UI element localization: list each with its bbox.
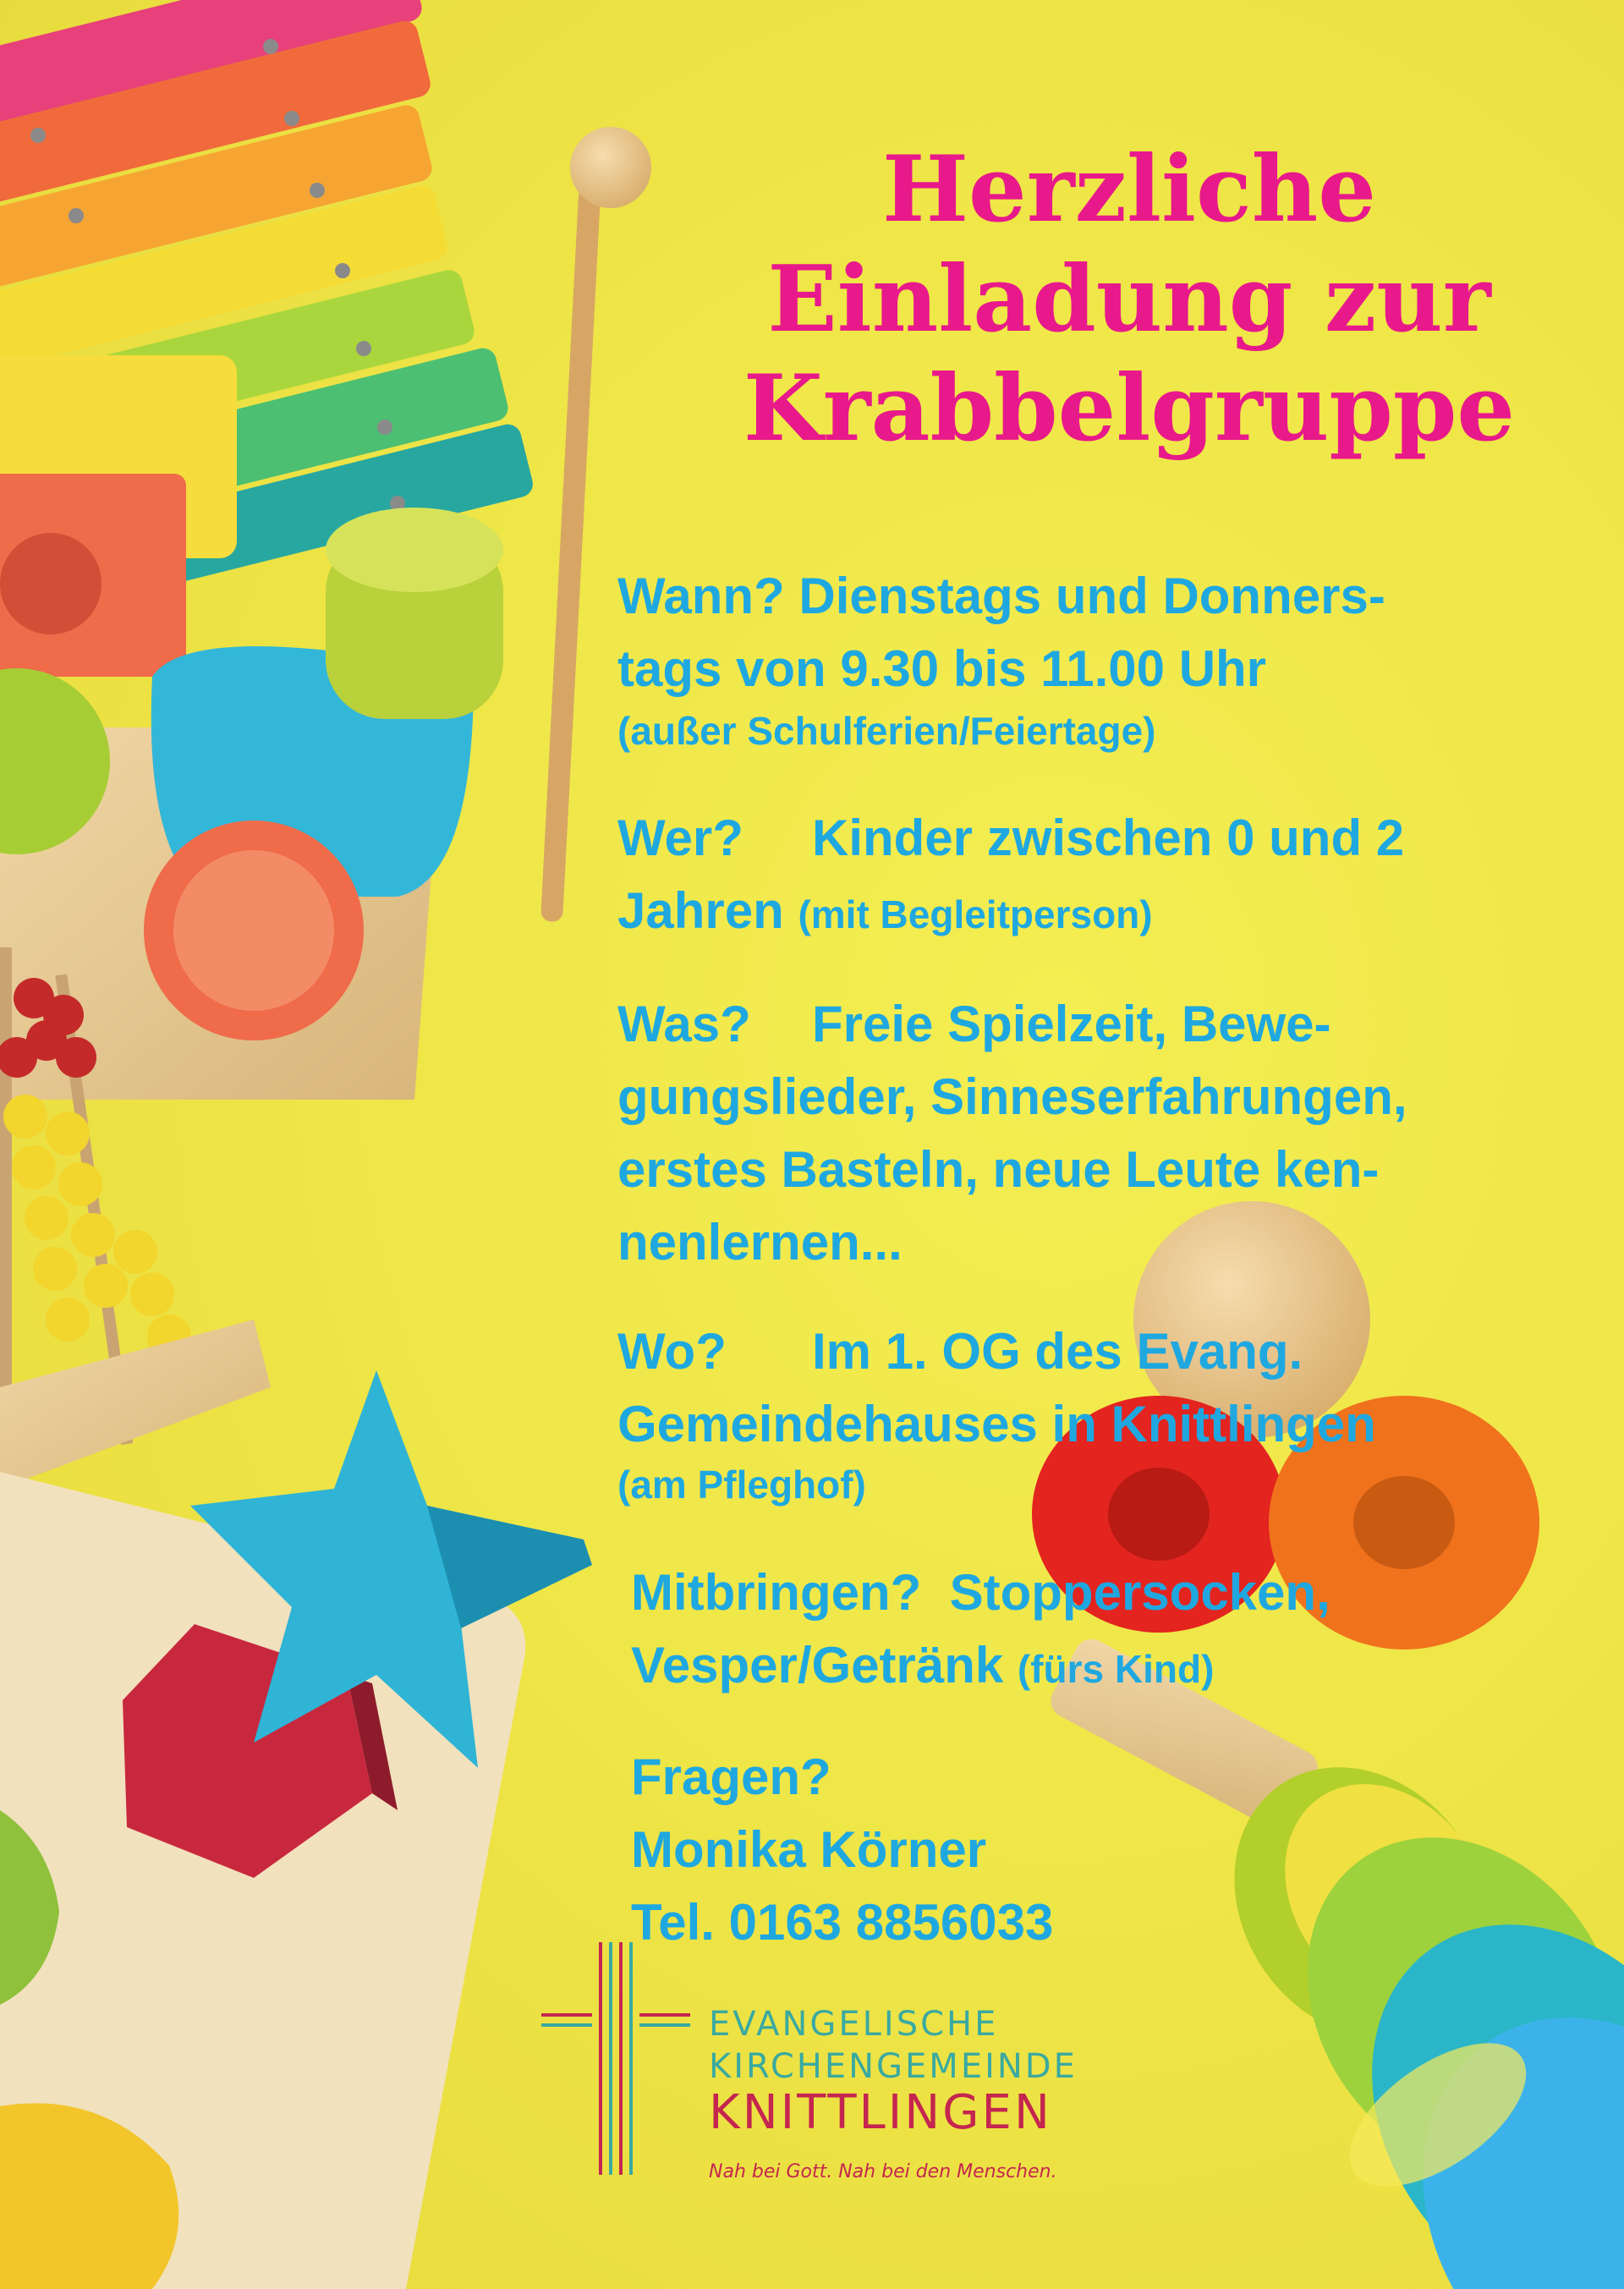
section-was [617, 988, 1407, 1279]
fragen-label: Fragen? [631, 1748, 831, 1805]
wo-note: (am Pfleghof) [617, 1463, 866, 1507]
was-line-2: gungslieder, Sinneserfahrungen, [617, 1068, 1407, 1125]
logo-slogan: Nah bei Gott. Nah bei den Menschen. [709, 2161, 1057, 2182]
wo-line-2: Gemeindehauses in Knittlingen [617, 1396, 1376, 1452]
section-wann [617, 560, 1385, 756]
mitbringen-line-2: Vesper/Getränk [631, 1637, 1004, 1693]
mitbringen-note: (fürs Kind) [1017, 1647, 1215, 1691]
section-wer [617, 802, 1404, 951]
was-line-1: Freie Spielzeit, Bewe- [812, 996, 1331, 1052]
title-line-2: Einladung zur [767, 245, 1491, 353]
wann-line-1: Dienstags und Donners- [798, 568, 1385, 624]
wo-label: Wo? [617, 1323, 727, 1380]
was-label: Was? [617, 996, 751, 1052]
logo-line-1: EVANGELISCHE [709, 2005, 999, 2044]
wer-line-1: Kinder zwischen 0 und 2 [812, 810, 1405, 866]
mitbringen-line-1: Stoppersocken, [949, 1564, 1330, 1621]
wer-line-2: Jahren [617, 882, 784, 939]
mitbringen-label: Mitbringen? [631, 1564, 922, 1621]
page-title [643, 135, 1616, 464]
contact-name: Monika Körner [631, 1821, 987, 1878]
wer-label: Wer? [617, 810, 743, 866]
logo-line-2: KIRCHENGEMEINDE [709, 2047, 1078, 2086]
was-line-3: erstes Basteln, neue Leute ken- [617, 1141, 1380, 1198]
wer-note: (mit Begleitperson) [798, 892, 1153, 936]
section-mitbringen [631, 1556, 1330, 1705]
wo-line-1: Im 1. OG des Evang. [812, 1323, 1303, 1380]
wann-label: Wann? [617, 568, 785, 624]
contact-phone: Tel. 0163 8856033 [631, 1894, 1054, 1951]
section-fragen [631, 1741, 1053, 1959]
title-line-1: Herzliche [881, 136, 1377, 243]
wann-note: (außer Schulferien/Feiertage) [617, 709, 1156, 753]
wann-line-2: tags von 9.30 bis 11.00 Uhr [617, 640, 1267, 697]
title-line-3: Krabbelgruppe [743, 355, 1516, 463]
was-line-4: nenlernen... [617, 1214, 903, 1271]
section-wo [617, 1315, 1376, 1508]
logo-line-3: KNITTLINGEN [709, 2085, 1052, 2140]
